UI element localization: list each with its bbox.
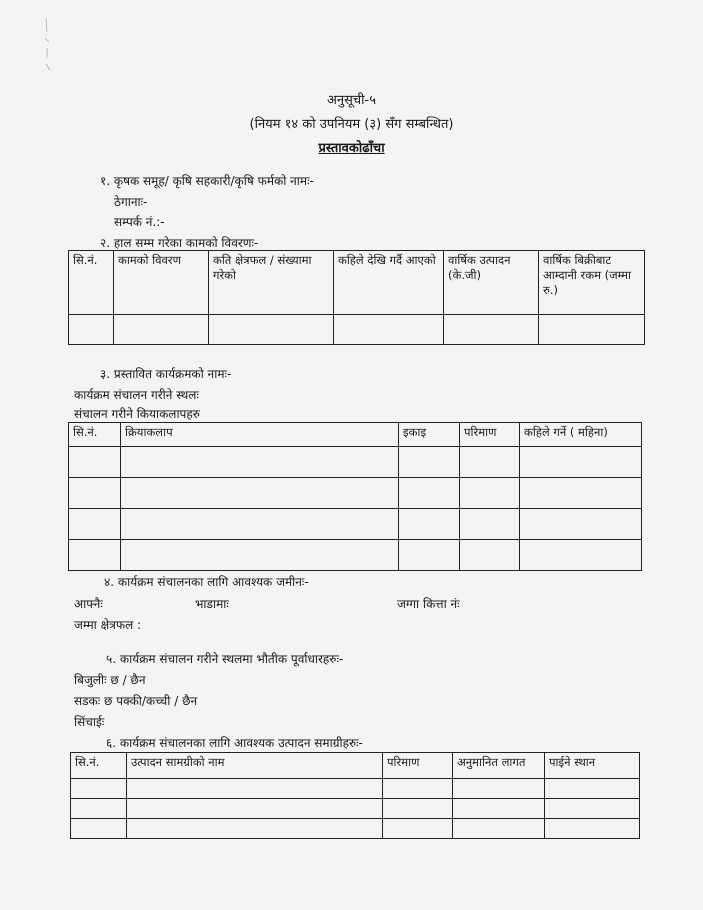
- table-cell[interactable]: [460, 478, 520, 509]
- table-row: [69, 478, 642, 509]
- column-header: सि.नं.: [71, 753, 127, 779]
- section5-heading: ५. कार्यक्रम संचालन गरीने स्थलमा भौतीक पूर्वाधारहरुः-: [106, 652, 344, 666]
- table-row: [69, 540, 642, 571]
- table-row: [71, 819, 640, 839]
- table-cell[interactable]: [127, 779, 383, 799]
- table-cell[interactable]: [399, 540, 460, 571]
- own-land-label: आफ्नैः: [74, 597, 103, 611]
- table-cell[interactable]: [520, 478, 642, 509]
- table-cell[interactable]: [460, 509, 520, 540]
- production-materials-table: [70, 752, 640, 839]
- table-row: [69, 509, 642, 540]
- activities-table: [68, 422, 642, 571]
- table-cell[interactable]: [399, 478, 460, 509]
- section6-heading: ६. कार्यक्रम संचालनका लागि आवश्यक उत्पादन समाग्रीहरुः-: [106, 736, 363, 750]
- column-header: कहिले गर्ने ( महिना): [520, 423, 642, 447]
- address-label: ठेगानाः-: [114, 195, 148, 209]
- column-header: वार्षिक उत्पादन (के.जी): [444, 251, 539, 315]
- section1-heading: १. कृषक समूह/ कृषि सहकारी/कृषि फर्मको नामः-: [100, 174, 314, 188]
- table-cell[interactable]: [69, 509, 121, 540]
- table-row: [69, 315, 645, 345]
- column-header: अनुमानित लागत: [453, 753, 545, 779]
- table-cell[interactable]: [444, 315, 539, 345]
- table-header-row: [69, 423, 642, 447]
- column-header: कति क्षेत्रफल / संख्यामा गरेको: [209, 251, 334, 315]
- table-header-row: [71, 753, 640, 779]
- table-cell[interactable]: [71, 819, 127, 839]
- table-cell[interactable]: [545, 799, 640, 819]
- column-header: वार्षिक बिक्रीबाट आम्दानी रकम (जम्मा रु.): [539, 251, 645, 315]
- table-row: [69, 447, 642, 478]
- irrigation-label: सिंचाईः: [74, 715, 105, 729]
- column-header: कहिले देखि गर्दै आएको: [334, 251, 444, 315]
- table-cell[interactable]: [453, 779, 545, 799]
- table-cell[interactable]: [69, 315, 114, 345]
- section2-heading: २. हाल सम्म गरेका कामको विवरणः-: [100, 236, 259, 250]
- rule-reference: (नियम १४ को उपनियम (३) सँग सम्बन्धित): [249, 117, 454, 132]
- table-cell[interactable]: [71, 779, 127, 799]
- section3-heading: ३. प्रस्तावित कार्यक्रमको नामः-: [100, 367, 232, 381]
- table-row: [71, 779, 640, 799]
- table-header-row: [69, 251, 645, 315]
- rented-land-label: भाडामाः: [195, 597, 229, 611]
- electricity-label: बिजुलीः छ / छैन: [74, 673, 146, 687]
- column-header: सि.नं.: [69, 423, 121, 447]
- column-header: परिमाण: [383, 753, 453, 779]
- column-header: इकाइ: [399, 423, 460, 447]
- table-cell[interactable]: [121, 509, 399, 540]
- margin-scratch-marks: [44, 18, 52, 78]
- table-cell[interactable]: [121, 447, 399, 478]
- table-cell[interactable]: [69, 447, 121, 478]
- table-cell[interactable]: [520, 540, 642, 571]
- column-header: पाईने स्थान: [545, 753, 640, 779]
- table-cell[interactable]: [460, 540, 520, 571]
- table-cell[interactable]: [383, 819, 453, 839]
- table-cell[interactable]: [69, 540, 121, 571]
- section4-heading: ४. कार्यक्रम संचालनका लागि आवश्यक जमीनः-: [104, 575, 309, 589]
- table-cell[interactable]: [383, 799, 453, 819]
- column-header: परिमाण: [460, 423, 520, 447]
- total-area-label: जम्मा क्षेत्रफल :: [74, 618, 142, 632]
- table-cell[interactable]: [520, 447, 642, 478]
- table-cell[interactable]: [453, 799, 545, 819]
- table-cell[interactable]: [121, 540, 399, 571]
- table-cell[interactable]: [69, 478, 121, 509]
- table-cell[interactable]: [121, 478, 399, 509]
- table-cell[interactable]: [545, 779, 640, 799]
- table-cell[interactable]: [520, 509, 642, 540]
- road-label: सडकः छ पक्की/कच्ची / छैन: [74, 694, 198, 708]
- table-cell[interactable]: [127, 819, 383, 839]
- table-cell[interactable]: [399, 509, 460, 540]
- location-label: कार्यक्रम संचालन गरीने स्थलः: [74, 388, 199, 402]
- table-cell[interactable]: [71, 799, 127, 819]
- table-cell[interactable]: [545, 819, 640, 839]
- table-cell[interactable]: [460, 447, 520, 478]
- table-cell[interactable]: [127, 799, 383, 819]
- column-header: कामको विवरण: [114, 251, 209, 315]
- table-row: [71, 799, 640, 819]
- activities-label: संचालन गरीने कियाकलापहरु: [74, 407, 200, 421]
- past-work-table: [68, 250, 645, 345]
- document-title: प्रस्तावकोढाँचा: [318, 141, 385, 156]
- table-cell[interactable]: [383, 779, 453, 799]
- column-header: सि.नं.: [69, 251, 114, 315]
- column-header: उत्पादन सामग्रीको नाम: [127, 753, 383, 779]
- table-cell[interactable]: [453, 819, 545, 839]
- contact-label: सम्पर्क नं.:-: [114, 215, 165, 229]
- table-cell[interactable]: [114, 315, 209, 345]
- table-cell[interactable]: [334, 315, 444, 345]
- table-cell[interactable]: [399, 447, 460, 478]
- schedule-label: अनुसूची-५: [326, 93, 376, 108]
- column-header: क्रियाकलाप: [121, 423, 399, 447]
- table-cell[interactable]: [539, 315, 645, 345]
- plot-number-label: जग्गा कित्ता नंः: [397, 597, 460, 611]
- table-cell[interactable]: [209, 315, 334, 345]
